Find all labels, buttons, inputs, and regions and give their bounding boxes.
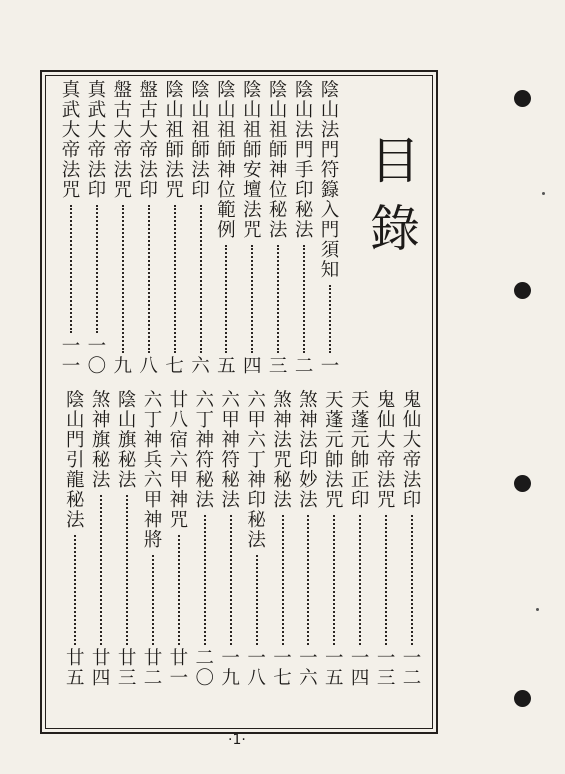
entry-page-number: 九: [113, 356, 133, 377]
toc-entry[interactable]: [245, 392, 269, 690]
entry-title: 陰 山 祖 師 神 位 秘 法: [268, 80, 288, 241]
entry-title: 陰 山 祖 師 安 壇 法 咒: [243, 80, 262, 241]
title-char: 錄: [370, 199, 420, 258]
entry-page-number: 一 一: [61, 336, 81, 377]
toc-entry[interactable]: [214, 82, 238, 378]
entry-title: 六 甲 神 符 秘 法: [221, 390, 240, 511]
toc-entry[interactable]: [219, 392, 243, 690]
entry-title: 天 蓬 元 帥 正 印: [350, 390, 370, 511]
toc-entry[interactable]: [137, 82, 161, 378]
entry-title: 陰 山 旗 秘 法: [117, 390, 137, 491]
entry-page-number: 廿 五: [66, 648, 85, 689]
entry-page-number: 一 四: [350, 648, 370, 689]
entry-title: 盤 古 大 帝 法 咒: [113, 80, 133, 201]
entry-page-number: 一: [320, 356, 340, 377]
leader-dots: [282, 515, 284, 645]
toc-entry[interactable]: [189, 82, 213, 378]
binder-hole: [514, 90, 531, 107]
leader-dots: [178, 535, 180, 645]
entry-page-number: 二: [294, 356, 314, 377]
entry-title: 六 丁 神 兵 六 甲 神 將: [143, 390, 163, 551]
entry-title: 煞 神 法 咒 秘 法: [273, 390, 292, 511]
leader-dots: [307, 515, 309, 645]
entry-title: 陰 山 祖 師 神 位 範 例: [217, 80, 236, 241]
leader-dots: [329, 285, 331, 353]
leader-dots: [126, 495, 128, 645]
leader-dots: [152, 555, 154, 645]
toc-entry[interactable]: [167, 392, 191, 690]
toc-entry[interactable]: [271, 392, 295, 690]
toc-entry[interactable]: [374, 392, 398, 690]
leader-dots: [96, 205, 98, 333]
toc-entry[interactable]: [240, 82, 264, 378]
toc-entry[interactable]: [141, 392, 165, 690]
entry-title: 真 武 大 帝 法 咒: [61, 80, 81, 201]
entry-title: 煞 神 旗 秘 法: [91, 390, 111, 491]
entry-page-number: 一 五: [325, 648, 344, 689]
toc-entry[interactable]: [115, 392, 139, 690]
entry-page-number: 三: [268, 356, 288, 377]
entry-title: 天 蓬 元 帥 法 咒: [325, 390, 344, 511]
entry-page-number: 八: [139, 356, 158, 377]
toc-entry[interactable]: [296, 392, 320, 690]
entry-page-number: 六: [191, 356, 210, 377]
entry-title: 鬼 仙 大 帝 法 印: [402, 390, 422, 511]
binder-hole: [514, 690, 531, 707]
entry-title: 陰 山 祖 師 法 印: [191, 80, 210, 201]
toc-entry[interactable]: [59, 82, 83, 378]
entry-page-number: 廿 四: [91, 648, 111, 689]
entry-title: 六 甲 六 丁 神 印 秘 法: [247, 390, 266, 551]
leader-dots: [200, 205, 202, 353]
leader-dots: [122, 205, 124, 353]
toc-entry[interactable]: [318, 82, 342, 378]
toc-entry[interactable]: [89, 392, 113, 690]
leader-dots: [385, 515, 387, 645]
entry-page-number: 一 二: [402, 648, 422, 689]
entry-page-number: 四: [243, 356, 262, 377]
entry-page-number: 七: [165, 356, 184, 377]
entry-title: 陰 山 祖 師 法 咒: [165, 80, 184, 201]
entry-page-number: 一 八: [247, 648, 266, 689]
leader-dots: [251, 245, 253, 353]
entry-page-number: 一 九: [221, 648, 240, 689]
leader-dots: [70, 205, 72, 333]
toc-entry[interactable]: [63, 392, 87, 690]
entry-title: 廿 八 宿 六 甲 神 咒: [169, 390, 189, 531]
entry-page-number: 一 〇: [87, 336, 107, 377]
entry-page-number: 一 六: [299, 648, 318, 689]
entry-page-number: 一 三: [376, 648, 396, 689]
leader-dots: [256, 555, 258, 645]
page-title: [368, 128, 422, 263]
page-number: ·1·: [228, 732, 246, 748]
leader-dots: [174, 205, 176, 353]
toc-entry[interactable]: [400, 392, 424, 690]
toc-entry[interactable]: [193, 392, 217, 690]
toc-entry[interactable]: [292, 82, 316, 378]
toc-entry[interactable]: [85, 82, 109, 378]
toc-entry[interactable]: [322, 392, 346, 690]
toc-entry[interactable]: [348, 392, 372, 690]
entry-page-number: 廿 二: [143, 648, 163, 689]
leader-dots: [303, 245, 305, 353]
entry-title: 陰 山 法 門 符 籙 入 門 須 知: [320, 80, 340, 281]
toc-entry[interactable]: [163, 82, 187, 378]
entry-title: 盤 古 大 帝 法 印: [139, 80, 158, 201]
leader-dots: [225, 245, 227, 353]
entry-page-number: 廿 三: [117, 648, 137, 689]
leader-dots: [359, 515, 361, 645]
binder-hole: [514, 475, 531, 492]
entry-page-number: 二 〇: [195, 648, 215, 689]
entry-title: 六 丁 神 符 秘 法: [195, 390, 215, 511]
entry-title: 真 武 大 帝 法 印: [87, 80, 107, 201]
leader-dots: [411, 515, 413, 645]
leader-dots: [277, 245, 279, 353]
entry-page-number: 一 七: [273, 648, 292, 689]
leader-dots: [333, 515, 335, 645]
leader-dots: [100, 495, 102, 645]
toc-entry[interactable]: [111, 82, 135, 378]
leader-dots: [204, 515, 206, 645]
binder-hole: [514, 282, 531, 299]
entry-title: 煞 神 法 印 妙 法: [299, 390, 318, 511]
leader-dots: [74, 535, 76, 645]
toc-entry[interactable]: [266, 82, 290, 378]
entry-page-number: 廿 一: [169, 648, 189, 689]
leader-dots: [230, 515, 232, 645]
title-char: 目: [370, 132, 420, 190]
entry-title: 陰 山 法 門 手 印 秘 法: [294, 80, 314, 241]
entry-title: 陰 山 門 引 龍 秘 法: [66, 390, 85, 531]
entry-page-number: 五: [217, 356, 236, 377]
entry-title: 鬼 仙 大 帝 法 咒: [376, 390, 396, 511]
leader-dots: [148, 205, 150, 353]
